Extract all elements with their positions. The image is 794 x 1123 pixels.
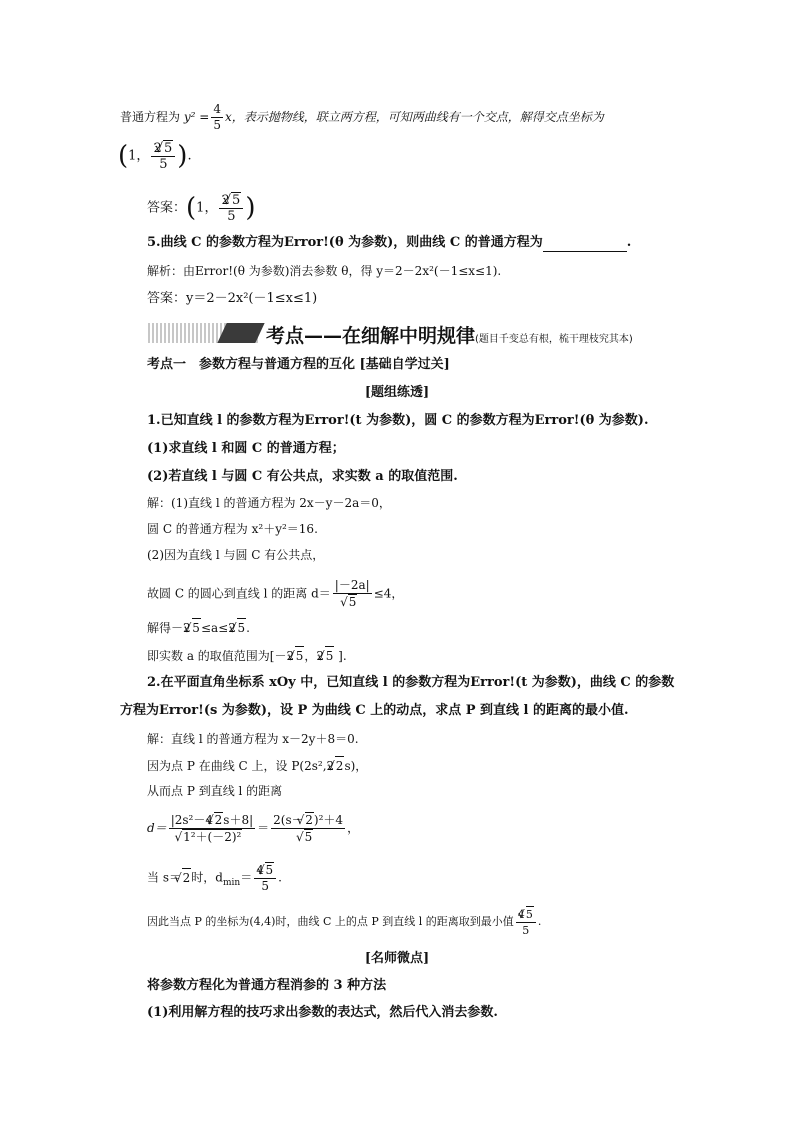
fraction: $\frac{4}{5}$ (213, 102, 221, 132)
section-header: 考点——在细解中明规律(题目千变总有根，梳干理枝究其本) (266, 325, 633, 347)
text-line (120, 102, 604, 133)
solution-text: 解：直线 l 的普通方程为 x－2y＋8＝0. (147, 732, 359, 746)
solution-text: d＝ |2s²－4√ 2s＋8| √ 1²＋(－2)² ＝ 2(s－√ 2)²＋4 √ 5 ， (147, 812, 359, 845)
text-line: 5.曲线 C 的参数方程为Error!(θ 为参数)，则曲线 C 的普通方程为 . (147, 235, 632, 250)
group-title: [题组练透] (364, 385, 430, 400)
solution-text: 解：(1)直线 l 的普通方程为 2x－y－2a＝0， (147, 496, 391, 510)
question-text: (1)求直线 l 和圆 C 的普通方程； (147, 441, 345, 456)
fraction: $\frac{2√ 5}{5}$ (151, 140, 175, 172)
text-line: 答案：(1， $\frac{2√ 5}{5}$ ) (147, 192, 255, 224)
solution-text: 从而点 P 到直线 l 的距离 (147, 784, 283, 798)
answer-blank (543, 237, 627, 252)
solution-text: 故圆 C 的圆心到直线 l 的距离 d＝ |－2a| √ 5 ≤4， (147, 578, 403, 610)
solution-text: 解得－2√ 5≤a≤2√ 5. (147, 618, 250, 637)
question-text: 2.在平面直角坐标系 xOy 中，已知直线 l 的参数方程为Error!(t 为参数)，曲线 C 的参数 (147, 675, 675, 690)
answer-text: 答案：y＝2－2x²(－1≤x≤1) (147, 291, 318, 306)
solution-text: (2)因为直线 l 与圆 C 有公共点， (147, 548, 325, 562)
text-line (147, 262, 501, 280)
math: 1， (128, 148, 150, 164)
fraction: $\frac{2√ 5}{5}$ (219, 192, 243, 224)
subsection-title: 考点一 参数方程与普通方程的互化 [基础自学过关] (147, 357, 450, 372)
solution-text: 即实数 a 的取值范围为[－2√ 5，2√ 5 ]. (147, 646, 347, 665)
question-text: 5.曲线 C 的参数方程为Error!(θ 为参数)，则曲线 C 的普通方程为 (147, 235, 543, 250)
question-text: 方程为Error!(s 为参数)，设 P 为曲线 C 上的动点，求点 P 到直线 l 的距离的最小值. (120, 703, 629, 718)
fraction: 2(s－√ 2)²＋4 √ 5 (271, 812, 345, 845)
solution-text: 因此当点 P 的坐标为(4,4)时，曲线 C 上的点 P 到直线 l 的距离取到最小值 $\frac{4√ 5}{5}$ . (147, 906, 541, 938)
math: y² = (183, 110, 210, 124)
fraction: |2s²－4√ 2s＋8| √ 1²＋(－2)² (169, 812, 255, 845)
answer-label: 答案： (147, 200, 187, 216)
tips-title: [名师微点] (364, 951, 430, 966)
tips-text: 将参数方程化为普通方程消参的 3 种方法 (147, 978, 387, 993)
solution-text: 解析：由Error!(θ 为参数)消去参数 θ，得 y＝2－2x²(－1≤x≤1). (147, 264, 502, 278)
text: 普通方程为 (120, 110, 181, 124)
fraction: |－2a| √ 5 (333, 578, 372, 610)
tips-text: (1)利用解方程的技巧求出参数的表达式，然后代入消去参数. (147, 1005, 498, 1020)
solution-text: 因为点 P 在曲线 C 上，设 P(2s²,2√ 2s)， (147, 756, 367, 775)
text-line (147, 290, 317, 308)
solution-text: 当 s＝√ 2时，$d_{min}=$ $\frac{4√ 5}{5}$ . (147, 862, 282, 894)
question-text: (2)若直线 l 与圆 C 有公共点，求实数 a 的取值范围. (147, 469, 458, 484)
fraction: $\frac{4√ 5}{5}$ (254, 862, 276, 894)
text: x，表示抛物线，联立两方程，可知两曲线有一个交点，解得交点坐标为 (224, 110, 604, 124)
solution-text: 圆 C 的普通方程为 x²＋y²＝16. (147, 522, 318, 536)
question-text: 1.已知直线 l 的参数方程为Error!(t 为参数)，圆 C 的参数方程为Error!(θ 为参数). (147, 413, 649, 428)
fraction: $\frac{4√ 5}{5}$ (516, 906, 536, 938)
text-line: (1， $\frac{2√ 5}{5}$ ). (118, 140, 192, 172)
